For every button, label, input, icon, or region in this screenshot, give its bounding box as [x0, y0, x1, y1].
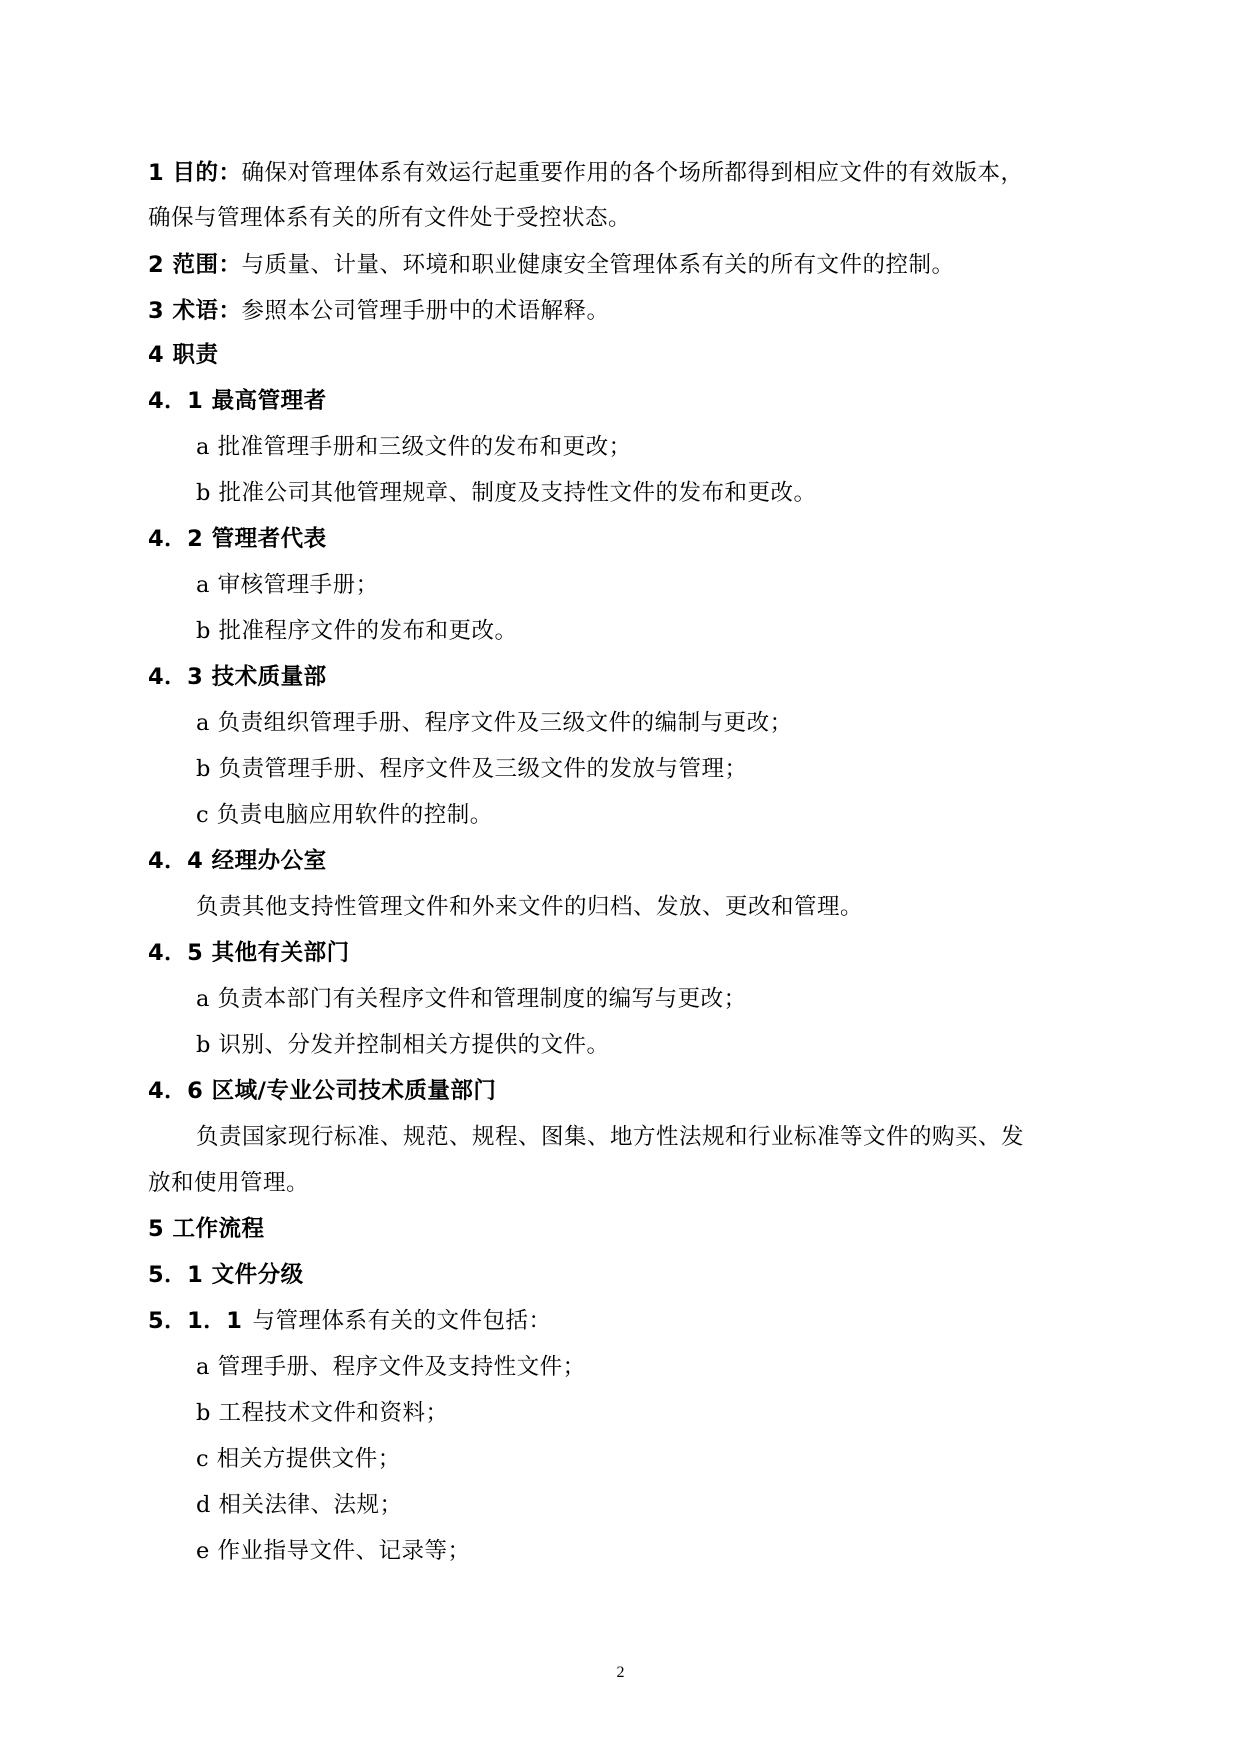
section-2-text: 与质量、计量、环境和职业健康安全管理体系有关的所有文件的控制。 [241, 252, 955, 278]
section-4-1-heading: 4．1 最高管理者 [148, 388, 327, 414]
section-5-heading: 5 工作流程 [148, 1216, 265, 1242]
section-2 [148, 250, 955, 280]
section-4-4-text: 负责其他支持性管理文件和外来文件的归档、发放、更改和管理。 [196, 894, 864, 920]
section-5-1-1-item-b: b 工程技术文件和资料； [196, 1400, 449, 1426]
section-1-text: 确保对管理体系有效运行起重要作用的各个场所都得到相应文件的有效版本， [241, 160, 1024, 186]
page-number: 2 [616, 1664, 625, 1681]
section-3 [148, 296, 610, 326]
section-3-text: 参照本公司管理手册中的术语解释。 [241, 298, 610, 324]
section-3-label: 3 术语： [148, 298, 242, 324]
section-4-5-item-b: b 识别、分发并控制相关方提供的文件。 [196, 1032, 610, 1058]
section-4-3-heading: 4．3 技术质量部 [148, 664, 327, 690]
section-4-5-item-a: a 负责本部门有关程序文件和管理制度的编写与更改； [196, 986, 747, 1012]
section-4-5-heading: 4．5 其他有关部门 [148, 940, 350, 966]
section-4-1-item-a: a 批准管理手册和三级文件的发布和更改； [196, 434, 632, 460]
section-1-line-2: 确保与管理体系有关的所有文件处于受控状态。 [148, 205, 632, 231]
section-4-2-heading: 4．2 管理者代表 [148, 526, 327, 552]
section-5-1-1-text: 与管理体系有关的文件包括： [252, 1308, 552, 1334]
section-5-1-heading: 5．1 文件分级 [148, 1262, 304, 1288]
section-4-3-item-b: b 负责管理手册、程序文件及三级文件的发放与管理； [196, 756, 748, 782]
section-4-heading: 4 职责 [148, 342, 219, 368]
section-4-6-text-2: 放和使用管理。 [148, 1170, 310, 1196]
section-4-2-item-b: b 批准程序文件的发布和更改。 [196, 618, 518, 644]
section-4-6-heading: 4．6 区域/专业公司技术质量部门 [148, 1078, 497, 1104]
section-5-1-1 [148, 1306, 551, 1336]
section-5-1-1-item-e: e 作业指导文件、记录等； [196, 1538, 471, 1564]
section-5-1-1-item-c: c 相关方提供文件； [196, 1446, 401, 1472]
section-1-label: 1 目的： [148, 160, 242, 186]
section-4-4-heading: 4．4 经理办公室 [148, 848, 327, 874]
section-4-3-item-c: c 负责电脑应用软件的控制。 [196, 802, 493, 828]
section-1-line-1 [148, 158, 1024, 188]
section-4-3-item-a: a 负责组织管理手册、程序文件及三级文件的编制与更改； [196, 710, 793, 736]
section-2-label: 2 范围： [148, 252, 242, 278]
section-4-2-item-a: a 审核管理手册； [196, 572, 379, 598]
section-5-1-1-item-d: d 相关法律、法规； [196, 1492, 403, 1518]
section-5-1-1-item-a: a 管理手册、程序文件及支持性文件； [196, 1354, 586, 1380]
section-4-1-item-b: b 批准公司其他管理规章、制度及支持性文件的发布和更改。 [196, 480, 817, 506]
section-5-1-1-label: 5．1．1 [148, 1308, 243, 1334]
section-4-6-text-1: 负责国家现行标准、规范、规程、图集、地方性法规和行业标准等文件的购买、发 [196, 1124, 1025, 1150]
